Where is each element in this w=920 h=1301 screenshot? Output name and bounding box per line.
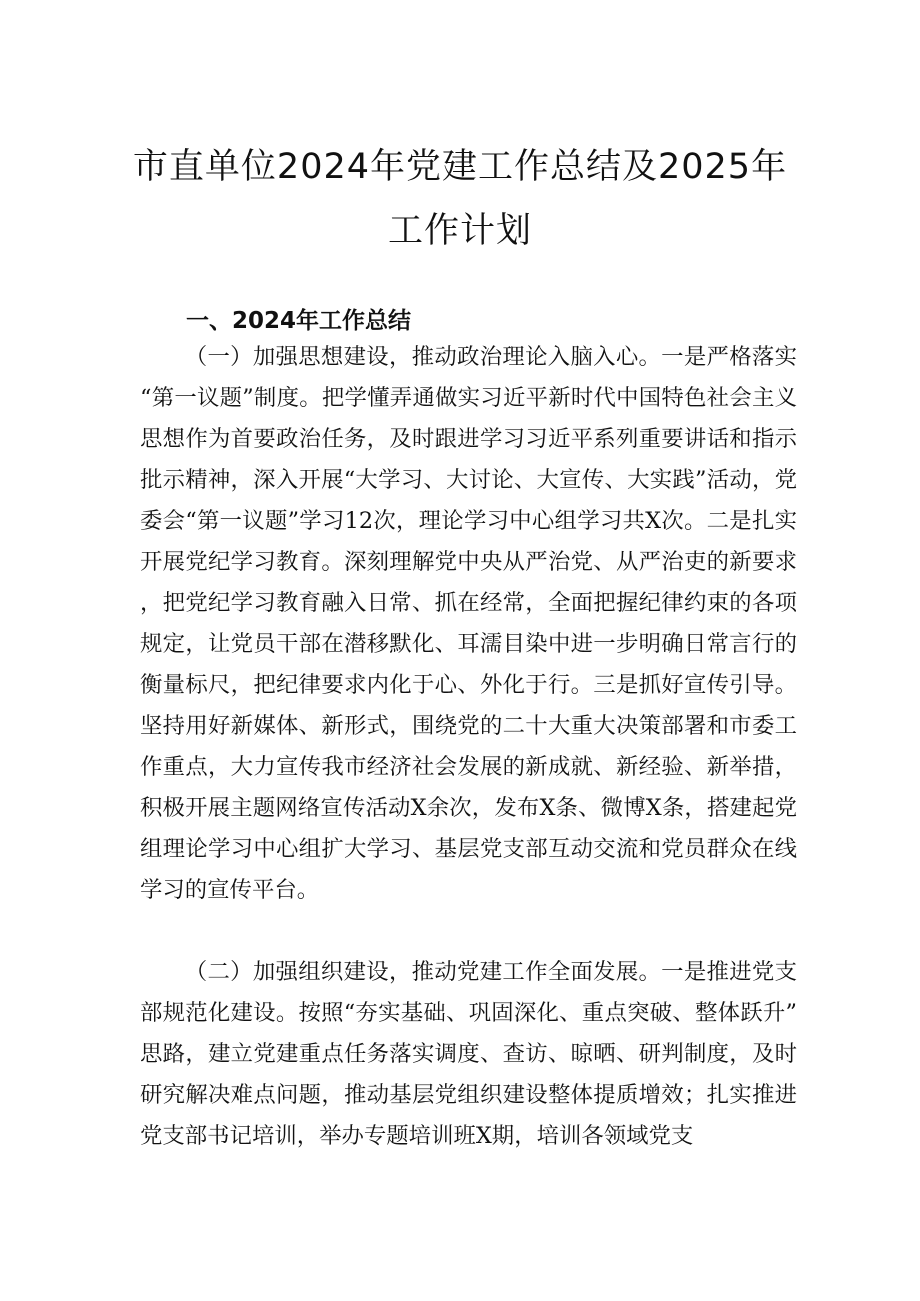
document-title-line-1: 市直单位2024年党建工作总结及2025年 (132, 147, 788, 187)
paragraph-organizational-building: （二）加强组织建设，推动党建工作全面发展。一是推进党支部规范化建设。按照“夯实基础、巩固深化、重点突破、整体跃升”思路，建立党建重点任务落实调度、查访、晾晒、研判制度，及时研究解决难点问题，推动基层党组织建设整体提质增效；扎实推进党支部书记培训，举办专题培训班X期，培训各领域党支 (140, 959, 797, 1149)
document-title-line-2: 工作计划 (387, 211, 532, 251)
paragraph-ideological-building: （一）加强思想建设，推动政治理论入脑入心。一是严格落实“第一议题”制度。把学懂弄通做实习近平新时代中国特色社会主义思想作为首要政治任务，及时跟进学习习近平系列重要讲话和指示批示精神，深入开展“大学习、大讨论、大宣传、大实践”活动，党委会“第一议题”学习12次，理论学习中心组学习共X次。二是扎实开展党纪学习教育。深刻理解党中央从严治党、从严治吏的新要求，把党纪学习教育融入日常、抓在经常，全面把握纪律约束的各项规定，让党员干部在潜移默化、耳濡目染中进一步明确日常言行的衡量标尺，把纪律要求内化于心、外化于行。三是抓好宣传引导。坚持用好新媒体、新形式，围绕党的二十大重大决策部署和市委工作重点，大力宣传我市经济社会发展的新成就、新经验、新举措，积极开展主题网络宣传活动X余次，发布X条、微博X条，搭建起党组理论学习中心组扩大学习、基层党支部互动交流和党员群众在线学习的宣传平台。 (140, 344, 797, 903)
section-heading: 一、2024年工作总结 (186, 308, 412, 334)
